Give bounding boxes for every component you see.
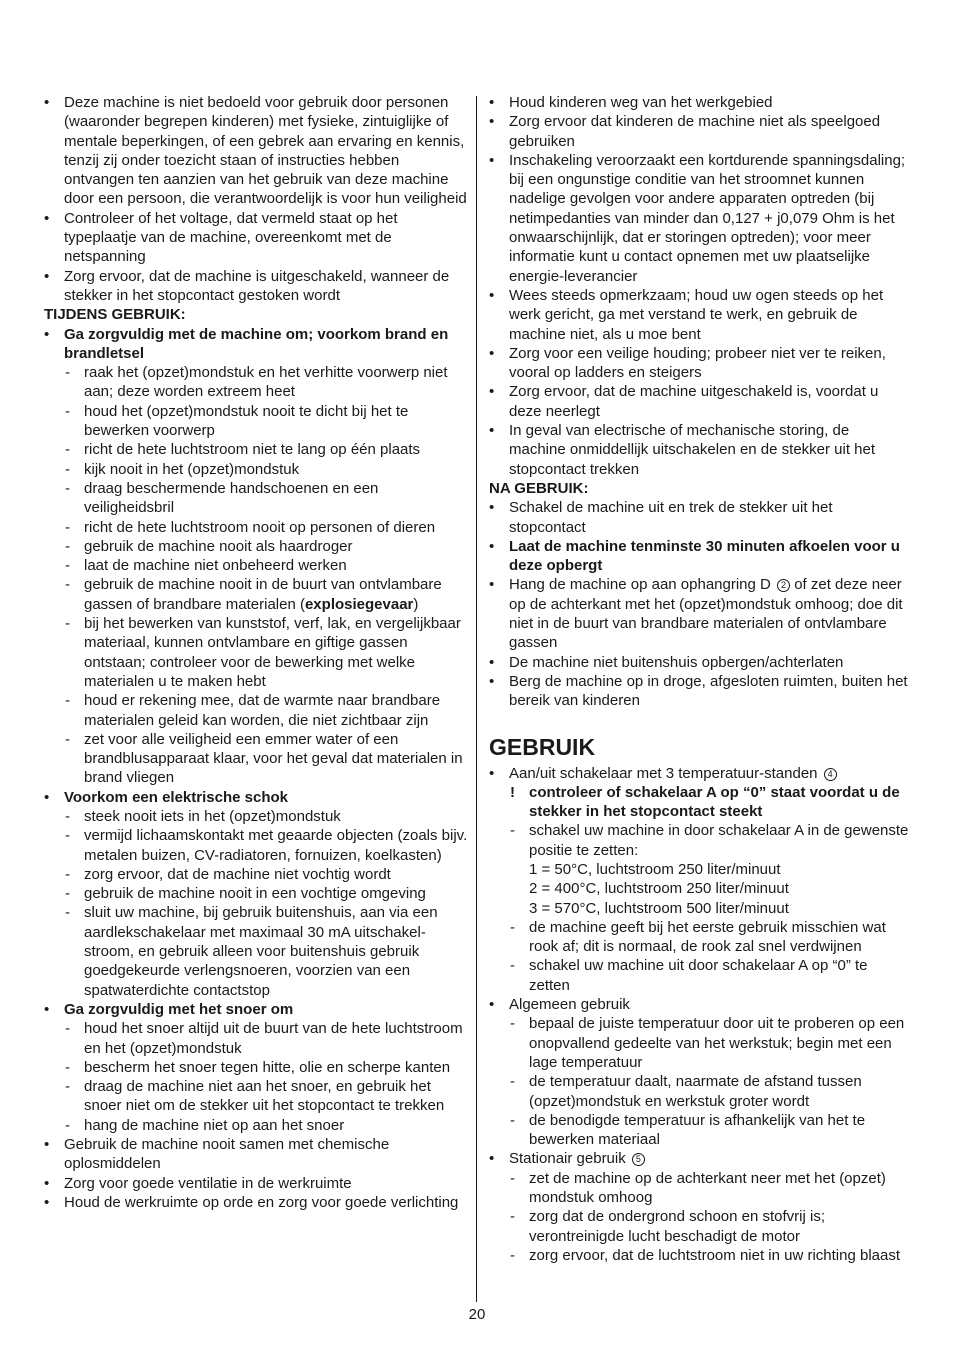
dash-marker: - [65,615,70,633]
bullet-marker: • [489,996,495,1014]
dash-item [44,826,468,865]
item-text: Deze machine is niet bedoeld voor gebruik door personen (waaronder begrepen kinderen) met fysieke, zintuiglijke of mentale beperkingen, of een gebrek aan ervaring en kennis, tenzij zij onder toezicht staan of instructies hebben ontvangen ten aanzien van het gebruik van deze machine door een persoon, die verantwoordelijk is voor hun veiligheid [64,94,467,208]
dash-marker: - [65,364,70,382]
item-text: zet de machine op de achterkant neer met het (opzet) mondstuk omhoog [529,1169,886,1207]
dash-item [44,903,468,999]
dash-item [44,1058,468,1077]
dash-item [489,1111,909,1150]
dash-marker: - [65,557,70,575]
dash-item [44,518,468,537]
bullet-marker: • [489,499,495,517]
item-text: Houd de werkruimte op orde en zorg voor goede verlichting [64,1193,459,1211]
bullet-item [489,93,909,112]
bullet-item [44,209,468,267]
item-text: kijk nooit in het (opzet)mondstuk [84,460,300,478]
dash-marker: - [65,827,70,845]
page-number: 20 [468,1306,486,1323]
item-text: gebruik de machine nooit in de buurt van ontvlambare gassen of brandbare materialen ( [84,576,442,613]
dash-marker: - [65,904,70,922]
item-text: Hang de machine op aan ophangring D [509,576,776,594]
dash-marker: - [65,402,70,420]
dash-marker: - [65,1020,70,1038]
bullet-item [44,1193,468,1212]
bullet-marker: • [44,94,50,111]
item-text: richt de hete luchtstroom nooit op personen of dieren [84,518,436,536]
bullet-marker: • [489,94,495,111]
bullet-item [44,1135,468,1174]
item-text: Zorg voor goede ventilatie in de werkruimte [64,1174,352,1192]
dash-item [44,884,468,903]
item-text: zet voor alle veiligheid een emmer water of een brandblusapparaat klaar, voor het geval dat materialen in brand vliegen [84,730,463,787]
dash-item [489,1207,909,1246]
dash-item [44,556,468,575]
dash-marker: - [65,730,70,748]
item-text: Controleer of het voltage, dat vermeld staat op het typeplaatje van de machine, overeenkomt met de netspanning [64,209,398,266]
dash-item [44,730,468,788]
item-text: raak het (opzet)mondstuk en het verhitte voorwerp niet aan; deze worden extreem heet [84,364,448,401]
dash-item [44,1116,468,1135]
dash-item [44,460,468,479]
item-text: houd het snoer altijd uit de buurt van de hete luchtstroom en het (opzet)mondstuk [84,1020,463,1057]
item-text: vermijd lichaamskontakt met geaarde objecten (zoals bijv. metalen buizen, CV-radiatoren, fornuizen, koelkasten) [84,827,468,864]
item-text: Ga zorgvuldig met het snoer om [64,1000,294,1018]
item-text: houd er rekening mee, dat de warmte naar brandbare materialen geleid kan worden, die niet zichtbaar zijn [84,692,441,729]
bullet-marker: • [489,672,495,690]
dash-item [489,821,909,860]
bullet-item [489,764,909,783]
item-text: Houd kinderen weg van het werkgebied [509,94,773,111]
bullet-item [44,788,468,807]
bullet-item [489,382,909,421]
setting-line: 3 = 570°C, luchtstroom 500 liter/minuut [529,899,789,917]
bullet-marker: • [44,325,50,343]
column-divider [476,96,477,1302]
item-text: Wees steeds opmerkzaam; houd uw ogen steeds op het werk gericht, ga met verstand te werk, en gebruik de machine niet, als u moe bent [509,286,884,343]
bullet-item [489,575,909,652]
dash-marker: - [510,1073,515,1091]
bullet-item [44,1174,468,1193]
item-text: Zorg ervoor dat kinderen de machine niet als speelgoed gebruiken [509,113,881,150]
bullet-marker: • [489,1150,495,1168]
bullet-marker: • [489,764,495,782]
bullet-marker: • [44,267,50,285]
warning-marker: ! [510,783,515,801]
warning-item [489,783,909,822]
dash-marker: - [510,1169,515,1187]
item-text: richt de hete luchtstroom niet te lang op één plaats [84,441,421,459]
item-text: Laat de machine tenminste 30 minuten afkoelen voor u deze opbergt [509,537,900,575]
bullet-item [489,537,909,576]
bullet-marker: • [489,344,495,362]
item-text: de machine geeft bij het eerste gebruik misschien wat rook af; dit is normaal, de rook zal snel verdwijnen [529,918,886,956]
item-text: Zorg voor een veilige houding; probeer niet ver te reiken, vooral op ladders en steigers [509,344,886,382]
dash-item [44,1077,468,1116]
item-text: Schakel de machine uit en trek de stekker uit het stopcontact [509,499,833,536]
dash-marker: - [510,822,515,840]
bullet-item [489,653,909,672]
item-text: Voorkom een elektrische schok [64,788,288,806]
dash-marker: - [65,460,70,478]
item-text: Stationair gebruik [509,1150,630,1168]
item-text: Ga zorgvuldig met de machine om; voorkom brand en brandletsel [64,325,449,362]
bullet-marker: • [489,383,495,401]
dash-item [44,440,468,459]
item-text: laat de machine niet onbeheerd werken [84,557,347,575]
bullet-marker: • [44,1193,50,1211]
item-text: Aan/uit schakelaar met 3 temperatuur-standen [509,764,822,782]
bullet-marker: • [44,1000,50,1018]
bullet-marker: • [489,537,495,555]
bullet-item [489,1149,909,1168]
dash-marker: - [65,441,70,459]
bullet-marker: • [44,788,50,806]
item-text: Algemeen gebruik [509,996,630,1014]
figure-ref-number: 5 [632,1153,645,1166]
bullet-marker: • [489,151,495,169]
dash-item [44,537,468,556]
section-heading: TIJDENS GEBRUIK: [44,306,186,324]
section-title: GEBRUIK [489,733,596,760]
item-text: houd het (opzet)mondstuk nooit te dicht bij het te bewerken voorwerp [84,402,409,440]
item-text: hang de machine niet op aan het snoer [84,1116,345,1134]
item-text: zorg ervoor, dat de machine niet vochtig wordt [84,865,391,883]
dash-item [44,614,468,691]
dash-item [44,402,468,441]
item-text-cont: ) [413,595,419,613]
item-text: sluit uw machine, bij gebruik buitenshuis, aan via een aardlekschakelaar met maximaal 30 mA uitschakel-stroom, en gebruik alleen voor buitenshuis gebruik goedgekeurde verlengsnoeren, voorzien van een spatwaterdichte contactstop [84,904,438,999]
dash-marker: - [65,518,70,536]
item-text-bold: explosiegevaar [304,595,414,613]
item-text: Zorg ervoor, dat de machine is uitgeschakeld, wanneer de stekker in het stopcontact gestoken wordt [64,267,450,304]
dash-marker: - [65,807,70,825]
dash-item [44,691,468,730]
dash-item [44,575,468,614]
item-text: de benodigde temperatuur is afhankelijk van het te bewerken materiaal [529,1111,866,1149]
dash-item [44,807,468,826]
bullet-item [489,344,909,383]
item-text: Zorg ervoor, dat de machine uitgeschakeld is, voordat u deze neerlegt [509,383,879,420]
item-text: bescherm het snoer tegen hitte, olie en scherpe kanten [84,1058,451,1076]
dash-item [44,1019,468,1058]
setting-line: 2 = 400°C, luchtstroom 250 liter/minuut [529,880,789,898]
dash-marker: - [510,918,515,936]
item-text-cont: of zet deze neer op de achterkant met het (opzet)mondstuk omhoog; doe dit niet in de buurt van brandbare materialen of ontvlambare gassen [509,576,903,652]
bullet-item [489,995,909,1014]
figure-ref-number: 4 [824,768,837,781]
dash-marker: - [65,1116,70,1134]
item-text: steek nooit iets in het (opzet)mondstuk [84,807,341,825]
bullet-item [44,93,468,209]
section-heading: NA GEBRUIK: [489,479,589,497]
dash-marker: - [65,1058,70,1076]
item-text: draag beschermende handschoenen en een veiligheidsbril [84,479,379,517]
item-text: schakel uw machine uit door schakelaar A op “0” te zetten [529,957,868,994]
setting-line: 1 = 50°C, luchtstroom 250 liter/minuut [529,860,781,878]
bullet-marker: • [489,286,495,304]
dash-item [489,956,909,995]
dash-marker: - [65,865,70,883]
dash-marker: - [510,1246,515,1264]
dash-marker: - [510,1111,515,1129]
dash-marker: - [65,537,70,555]
bullet-item [489,286,909,344]
bullet-item [489,672,909,711]
item-text: zorg ervoor, dat de luchtstroom niet in uw richting blaast [529,1246,901,1264]
dash-item [489,1246,909,1265]
bullet-marker: • [489,113,495,131]
item-text: Gebruik de machine nooit samen met chemische oplosmiddelen [64,1136,390,1173]
bullet-item [489,498,909,537]
item-text: Berg de machine op in droge, afgesloten ruimten, buiten het bereik van kinderen [509,672,908,710]
bullet-item [489,421,909,479]
dash-marker: - [65,692,70,710]
dash-item [489,1072,909,1111]
item-text: Inschakeling veroorzaakt een kortdurende spanningsdaling; bij een ongunstige conditie van het stroomnet kunnen nadelige gevolgen voor andere apparaten optreden (bij netimpedanties van minder dan 0,127 + j0,079 Ohm is het onwaarschijnlijk, dat er storingen optreden); voor meer informatie kunt u contact opnemen met uw plaatselijke energie-leverancier [509,151,906,285]
item-text: De machine niet buitenshuis opbergen/achterlaten [509,653,844,671]
dash-marker: - [510,1015,515,1033]
item-text: bij het bewerken van kunststof, verf, lak, en vergelijkbaar materiaal, kunnen ontvlambare en giftige gassen ontstaan; controleer voor de bewerking met welke materialen u te maken hebt [84,615,461,690]
bullet-item [44,325,468,364]
item-text: bepaal de juiste temperatuur door uit te proberen op een onopvallend gedeelte van het werkstuk; begin met een lage temperatuur [529,1015,905,1071]
bullet-marker: • [44,1136,50,1154]
bullet-marker: • [489,653,495,671]
bullet-marker: • [44,1174,50,1192]
figure-ref-number: 2 [777,579,790,592]
item-text: controleer of schakelaar A op “0” staat voordat u de stekker in het stopcontact steekt [529,783,900,821]
dash-marker: - [65,479,70,497]
dash-item [44,865,468,884]
dash-marker: - [510,1208,515,1226]
item-text: In geval van electrische of mechanische storing, de machine onmiddellijk uitschakelen en de stekker uit het stopcontact trekken [509,422,876,478]
bullet-item [44,1000,468,1019]
left-column [44,93,468,1212]
item-text: gebruik de machine nooit in een vochtige omgeving [84,885,426,903]
right-column [489,93,909,1265]
item-text: gebruik de machine nooit als haardroger [84,537,353,555]
bullet-marker: • [489,422,495,440]
dash-item [489,1169,909,1208]
dash-marker: - [65,576,70,594]
item-text: zorg dat de ondergrond schoon en stofvrij is; verontreinigde lucht beschadigt de motor [529,1208,826,1245]
item-text: schakel uw machine in door schakelaar A in de gewenste positie te zetten: [529,822,909,859]
bullet-marker: • [44,209,50,227]
dash-item [489,918,909,957]
dash-item [489,1014,909,1072]
dash-item [44,363,468,402]
dash-item [44,479,468,518]
bullet-item [489,151,909,286]
dash-marker: - [65,1078,70,1096]
bullet-item [489,112,909,151]
dash-marker: - [65,885,70,903]
dash-marker: - [510,957,515,975]
item-text: de temperatuur daalt, naarmate de afstand tussen (opzet)mondstuk en werkstuk groter wordt [529,1073,862,1110]
bullet-item [44,267,468,306]
item-text: draag de machine niet aan het snoer, en gebruik het snoer niet om de stekker uit het stopcontact te trekken [84,1078,445,1115]
bullet-marker: • [489,576,495,594]
